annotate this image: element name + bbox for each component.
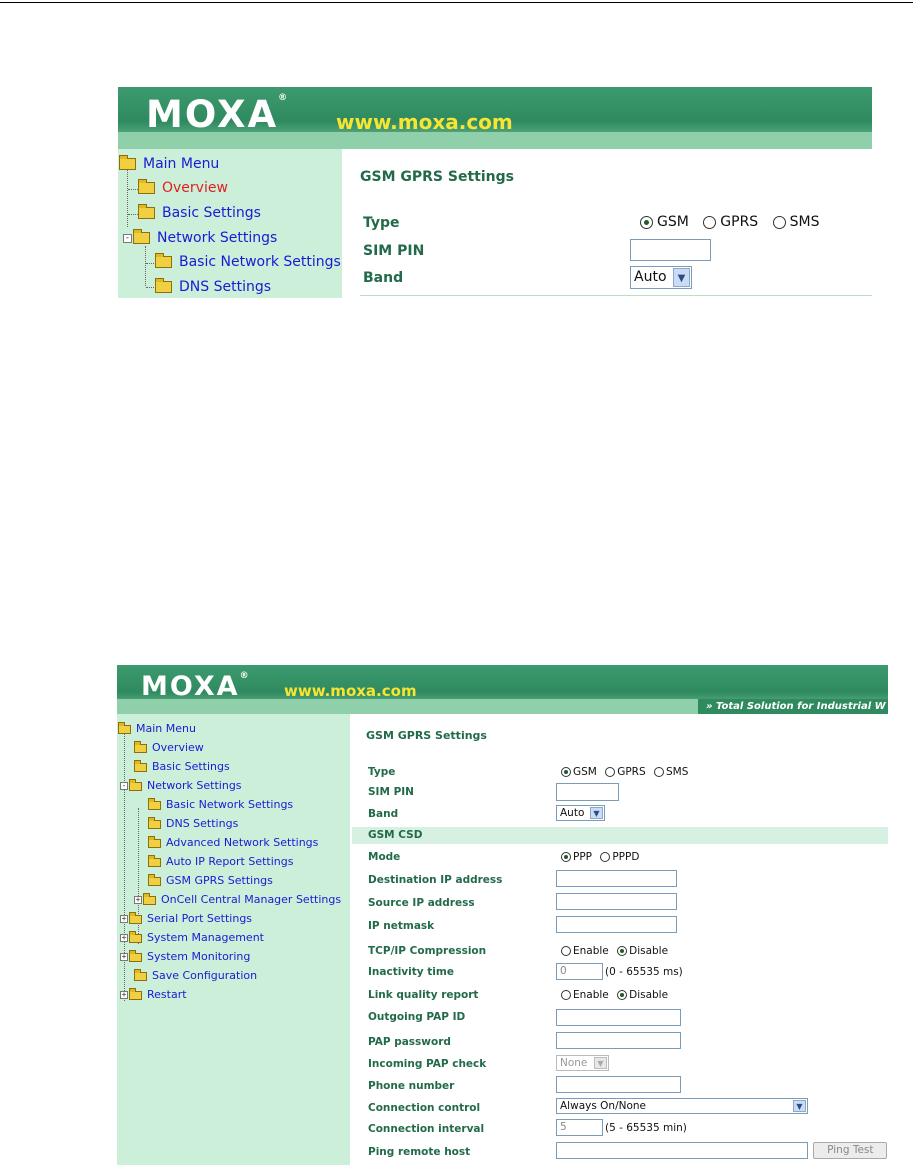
sidebar-item-network-settings[interactable]: - Network Settings [124, 230, 278, 246]
page-title: GSM GPRS Settings [360, 169, 514, 185]
radio-sms[interactable] [654, 767, 664, 777]
folder-open-icon [119, 158, 136, 170]
screenshot-full [117, 665, 888, 1165]
folder-open-icon [118, 725, 131, 734]
expand-icon[interactable]: + [121, 952, 127, 961]
band-select[interactable]: Auto ▼ [630, 266, 692, 289]
chevron-down-icon: ▼ [793, 1100, 806, 1112]
sidebar-item-serial-port-settings[interactable]: + Serial Port Settings [121, 912, 253, 925]
connection-control-row: Connection control Always On/None ▼ [352, 1098, 888, 1115]
radio-link-disable[interactable] [617, 990, 627, 1000]
header-banner [118, 87, 872, 149]
src-ip-input[interactable] [556, 893, 677, 910]
folder-open-icon [133, 232, 150, 244]
radio-tcp-enable[interactable] [561, 946, 571, 956]
connection-control-select[interactable]: Always On/None ▼ [556, 1098, 808, 1114]
src-ip-row: Source IP address [352, 893, 888, 911]
page-top-rule [0, 2, 913, 3]
folder-icon [134, 972, 147, 981]
site-url: www.moxa.com [284, 682, 417, 700]
expand-icon[interactable]: + [135, 895, 141, 904]
outgoing-pap-input[interactable] [556, 1009, 681, 1026]
sidebar-item-basic-settings[interactable]: Basic Settings [138, 205, 261, 221]
sidebar-item-basic-network-settings[interactable]: Basic Network Settings [155, 254, 341, 270]
pap-password-input[interactable] [556, 1032, 681, 1049]
ping-host-input[interactable] [556, 1142, 808, 1159]
sidebar-item-network-settings[interactable]: - Network Settings [121, 779, 242, 792]
collapse-icon[interactable]: - [124, 232, 131, 243]
outgoing-pap-row: Outgoing PAP ID [352, 1009, 888, 1027]
type-row: Type GSM GPRS SMS [363, 214, 820, 231]
connection-interval-input[interactable]: 5 [556, 1119, 603, 1136]
phone-row: Phone number [352, 1076, 888, 1094]
folder-icon [129, 934, 142, 943]
mode-row: Mode PPP PPPD [368, 851, 640, 863]
type-row: Type GSM GPRS SMS [368, 766, 689, 778]
folder-icon [134, 763, 147, 772]
folder-icon [134, 744, 147, 753]
radio-sms[interactable] [773, 216, 786, 229]
sidebar-menu [118, 149, 342, 298]
sidebar-item-gsm-gprs-settings[interactable]: GSM GPRS Settings [148, 874, 273, 887]
dest-ip-input[interactable] [556, 870, 677, 887]
chevron-down-icon: ▼ [590, 807, 603, 819]
folder-icon [155, 281, 172, 293]
sidebar-item-save-configuration[interactable]: Save Configuration [134, 969, 257, 982]
folder-icon [148, 801, 161, 810]
netmask-input[interactable] [556, 916, 677, 933]
sim-pin-row: SIM PIN [352, 783, 888, 801]
section-gsm-csd: GSM CSD [352, 827, 888, 844]
folder-icon [148, 858, 161, 867]
settings-content [352, 714, 888, 1165]
incoming-pap-select: None ▼ [556, 1055, 609, 1071]
sidebar-item-auto-ip-report-settings[interactable]: Auto IP Report Settings [148, 855, 294, 868]
sim-pin-input[interactable] [630, 239, 711, 261]
expand-icon[interactable]: + [121, 933, 127, 942]
radio-gprs[interactable] [605, 767, 615, 777]
inactivity-input[interactable]: 0 [556, 963, 603, 980]
sidebar-item-overview[interactable]: Overview [138, 180, 228, 196]
sidebar-item-restart[interactable]: + Restart [121, 988, 187, 1001]
sidebar-item-basic-settings[interactable]: Basic Settings [134, 760, 230, 773]
sidebar-item-oncell-central-manager-settings[interactable]: + OnCell Central Manager Settings [135, 893, 342, 906]
sidebar-item-main-menu[interactable]: Main Menu [118, 722, 196, 735]
folder-icon [143, 896, 156, 905]
site-url: www.moxa.com [336, 110, 513, 134]
dest-ip-row: Destination IP address [352, 870, 888, 888]
folder-icon [129, 991, 142, 1000]
folder-icon [155, 256, 172, 268]
band-select[interactable]: Auto ▼ [556, 805, 605, 821]
pap-password-row: PAP password [352, 1032, 888, 1050]
folder-icon [138, 207, 155, 219]
sidebar-item-dns-settings[interactable]: DNS Settings [148, 817, 238, 830]
band-row: Band Auto ▼ [352, 805, 888, 822]
folder-icon [129, 915, 142, 924]
sim-pin-input[interactable] [556, 783, 619, 801]
tcp-compression-row: TCP/IP Compression Enable Disable [368, 945, 669, 957]
inactivity-row: Inactivity time 0 (0 - 65535 ms) [368, 965, 683, 978]
type-radio-group: GSM GPRS SMS [556, 766, 688, 778]
link-quality-row: Link quality report Enable Disable [368, 989, 669, 1001]
sidebar-item-advanced-network-settings[interactable]: Advanced Network Settings [148, 836, 318, 849]
sidebar-item-main-menu[interactable]: Main Menu [119, 156, 219, 172]
sidebar-item-system-monitoring[interactable]: + System Monitoring [121, 950, 251, 963]
sim-pin-row: SIM PIN [360, 239, 872, 263]
folder-icon [138, 182, 155, 194]
ping-row: Ping remote host Ping Test [352, 1142, 888, 1160]
slogan: » Total Solution for Industrial W [698, 699, 888, 714]
phone-input[interactable] [556, 1076, 681, 1093]
header-banner [117, 665, 888, 714]
radio-link-enable[interactable] [561, 990, 571, 1000]
moxa-logo: MOXA® [141, 671, 249, 702]
sidebar-menu [117, 714, 350, 1165]
radio-gprs[interactable] [703, 216, 716, 229]
radio-gsm[interactable] [561, 767, 571, 777]
radio-ppp[interactable] [561, 852, 571, 862]
folder-open-icon [129, 782, 142, 791]
type-radio-group: GSM GPRS SMS [630, 214, 820, 230]
screenshot-partial [118, 87, 872, 298]
ping-test-button[interactable]: Ping Test [813, 1142, 887, 1159]
sidebar-item-system-management[interactable]: + System Management [121, 931, 264, 944]
sidebar-item-overview[interactable]: Overview [134, 741, 204, 754]
connection-interval-row: Connection interval 5 (5 - 65535 min) [368, 1121, 687, 1135]
sidebar-item-basic-network-settings[interactable]: Basic Network Settings [148, 798, 293, 811]
radio-tcp-disable[interactable] [617, 946, 627, 956]
expand-icon[interactable]: + [121, 914, 127, 923]
settings-content [360, 149, 872, 298]
radio-pppd[interactable] [600, 852, 610, 862]
folder-icon [148, 820, 161, 829]
expand-icon[interactable]: + [121, 990, 127, 999]
netmask-row: IP netmask [352, 916, 888, 934]
moxa-logo: MOXA® [146, 93, 288, 136]
radio-gsm[interactable] [640, 216, 653, 229]
collapse-icon[interactable]: - [121, 781, 127, 790]
folder-icon [129, 953, 142, 962]
folder-icon [148, 839, 161, 848]
folder-icon [148, 877, 161, 886]
chevron-down-icon: ▼ [673, 268, 690, 287]
band-row: Band Auto ▼ [360, 266, 872, 290]
page-title: GSM GPRS Settings [366, 729, 487, 742]
sidebar-item-dns-settings[interactable]: DNS Settings [155, 279, 271, 295]
incoming-pap-row: Incoming PAP check None ▼ [352, 1055, 888, 1072]
chevron-down-icon: ▼ [594, 1057, 607, 1069]
